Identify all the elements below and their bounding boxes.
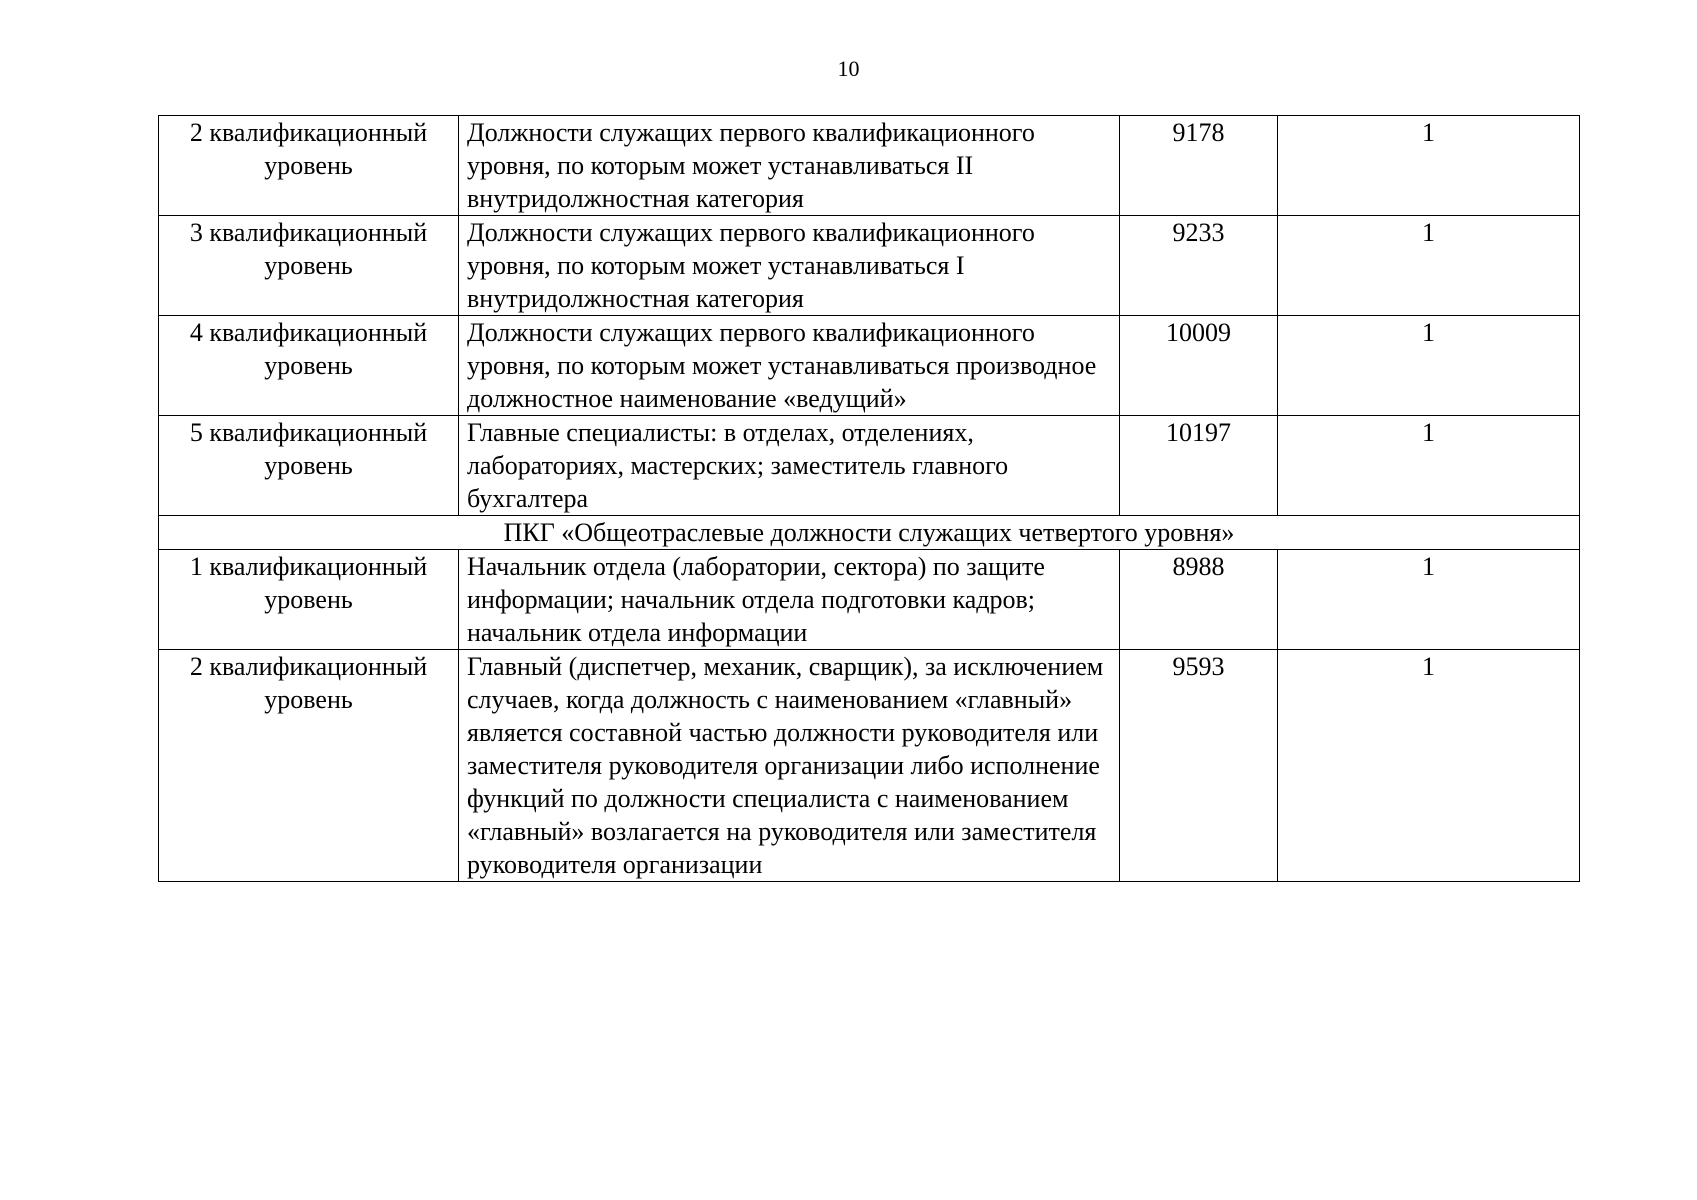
table-row [159, 416, 1580, 516]
salary-cell: 9593 [1120, 650, 1278, 882]
qualification-level-cell [159, 116, 459, 216]
coefficient-cell: 1 [1278, 650, 1580, 882]
coefficient-cell: 1 [1278, 550, 1580, 650]
coefficient-cell: 1 [1278, 116, 1580, 216]
page-number: 10 [837, 56, 860, 81]
table-row [159, 550, 1580, 650]
qualification-level-label: 1 квалификационный [189, 552, 428, 581]
table-row [159, 650, 1580, 882]
qualification-level-suffix: уровень [264, 685, 353, 714]
qualification-level-cell [159, 650, 459, 882]
qualification-level-cell [159, 550, 459, 650]
qualification-level-cell [159, 416, 459, 516]
qualification-level-suffix: уровень [264, 151, 353, 180]
professional-group-title: ПКГ «Общеотраслевые должности служащих четвертого уровня» [159, 516, 1580, 550]
salary-cell: 10009 [1120, 316, 1278, 416]
table-row [159, 116, 1580, 216]
position-description-cell: Главные специалисты: в отделах, отделениях, лабораториях, мастерских; заместитель главного бухгалтера [459, 416, 1120, 516]
qualification-level-cell [159, 216, 459, 316]
salary-cell: 10197 [1120, 416, 1278, 516]
position-description-cell: Должности служащих первого квалификационного уровня, по которым может устанавливаться II внутридолжностная категория [459, 116, 1120, 216]
salary-cell: 9233 [1120, 216, 1278, 316]
qualification-level-label: 2 квалификационный [189, 652, 428, 681]
salary-cell: 9178 [1120, 116, 1278, 216]
position-description-cell: Начальник отдела (лаборатории, сектора) по защите информации; начальник отдела подготовки кадров; начальник отдела информации [459, 550, 1120, 650]
group-header-row [159, 516, 1580, 550]
qualification-level-label: 5 квалификационный [189, 418, 428, 447]
qualification-level-suffix: уровень [264, 251, 353, 280]
position-description-cell: Главный (диспетчер, механик, сварщик), за исключением случаев, когда должность с наименованием «главный» является составной частью должности руководителя или заместителя руководителя организации либо исполнение функций по должности специалиста с наименованием «главный» возлагается на руководителя или заместителя руководителя организации [459, 650, 1120, 882]
salary-cell: 8988 [1120, 550, 1278, 650]
table-row [159, 316, 1580, 416]
qualification-level-label: 4 квалификационный [189, 318, 428, 347]
coefficient-cell: 1 [1278, 416, 1580, 516]
qualification-level-label: 3 квалификационный [189, 218, 428, 247]
qualification-level-suffix: уровень [264, 351, 353, 380]
qualification-level-suffix: уровень [264, 585, 353, 614]
qualification-level-suffix: уровень [264, 451, 353, 480]
position-description-cell: Должности служащих первого квалификационного уровня, по которым может устанавливаться производное должностное наименование «ведущий» [459, 316, 1120, 416]
qualification-level-cell [159, 316, 459, 416]
coefficient-cell: 1 [1278, 316, 1580, 416]
qualification-level-label: 2 квалификационный [189, 118, 428, 147]
salary-table [158, 115, 1580, 882]
position-description-cell: Должности служащих первого квалификационного уровня, по которым может устанавливаться I внутридолжностная категория [459, 216, 1120, 316]
table-row [159, 216, 1580, 316]
coefficient-cell: 1 [1278, 216, 1580, 316]
